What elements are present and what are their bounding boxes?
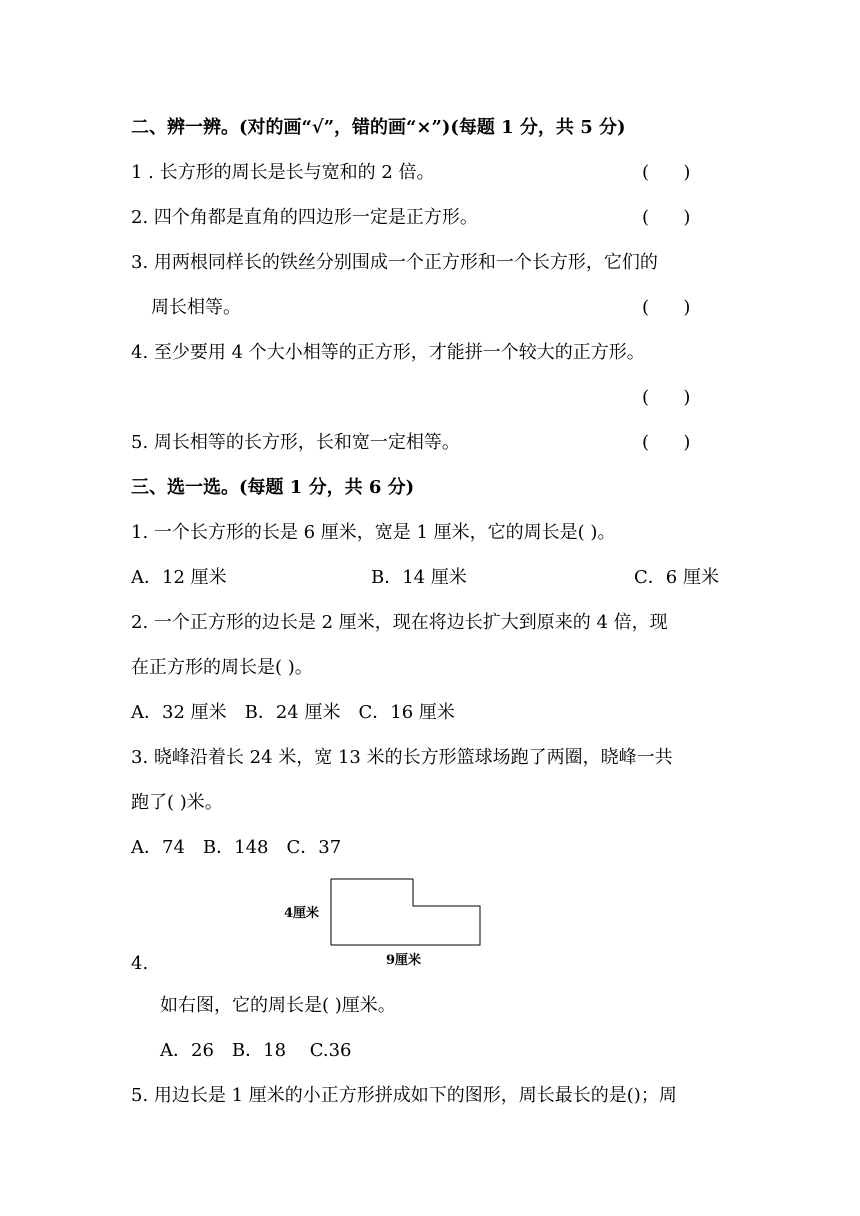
s2-item-3-answer-blank[interactable]: ( )	[642, 297, 691, 318]
s2-item-3-continuation: 周长相等。	[151, 297, 241, 318]
s3-q1-option-a: A．12 厘米	[131, 567, 227, 588]
s3-q3-options: A．74 B．148 C．37	[131, 837, 342, 858]
s2-item-5-text: 5. 周长相等的长方形，长和宽一定相等。	[131, 432, 460, 453]
s3-q4-number: 4.	[131, 953, 149, 974]
s3-q2-options: A．32 厘米 B．24 厘米 C．16 厘米	[131, 702, 455, 723]
s3-q2-text: 2. 一个正方形的边长是 2 厘米，现在将边长扩大到原来的 4 倍，现	[131, 612, 668, 633]
s3-q5-text: 5. 用边长是 1 厘米的小正方形拼成如下的图形，周长最长的是()；周	[131, 1085, 677, 1106]
s3-q1-text: 1. 一个长方形的长是 6 厘米，宽是 1 厘米，它的周长是( )。	[131, 522, 616, 543]
figure-width-label: 9厘米	[386, 953, 422, 968]
s2-item-2-answer-blank[interactable]: ( )	[642, 207, 691, 228]
section2-heading: 二、辨一辨。(对的画“√”，错的画“×”)(每题 1 分，共 5 分)	[131, 117, 626, 138]
s2-item-1-text: 1 . 长方形的周长是长与宽和的 2 倍。	[131, 162, 435, 183]
s3-q1-option-c: C．6 厘米	[634, 567, 719, 588]
s2-item-1-answer-blank[interactable]: ( )	[642, 162, 691, 183]
figure-height-label: 4厘米	[284, 906, 320, 921]
s3-q2-continuation: 在正方形的周长是( )。	[131, 657, 313, 678]
l-shape-outline	[331, 879, 480, 945]
s3-q3-continuation: 跑了( )米。	[131, 792, 223, 813]
s2-item-5-answer-blank[interactable]: ( )	[642, 432, 691, 453]
s2-item-4-text: 4. 至少要用 4 个大小相等的正方形，才能拼一个较大的正方形。	[131, 342, 645, 363]
s2-item-3-text: 3. 用两根同样长的铁丝分别围成一个正方形和一个长方形，它们的	[131, 252, 658, 273]
section3-heading: 三、选一选。(每题 1 分，共 6 分)	[131, 477, 415, 498]
s2-item-4-answer-blank[interactable]: ( )	[642, 387, 691, 408]
s3-q4-options: A．26 B．18 C.36	[160, 1040, 352, 1061]
s3-q4-figure	[280, 872, 490, 972]
s3-q1-option-b: B．14 厘米	[371, 567, 467, 588]
s3-q4-text: 如右图，它的周长是( )厘米。	[160, 995, 396, 1016]
s2-item-2-text: 2. 四个角都是直角的四边形一定是正方形。	[131, 207, 478, 228]
s3-q3-text: 3. 晓峰沿着长 24 米，宽 13 米的长方形篮球场跑了两圈，晓峰一共	[131, 747, 673, 768]
